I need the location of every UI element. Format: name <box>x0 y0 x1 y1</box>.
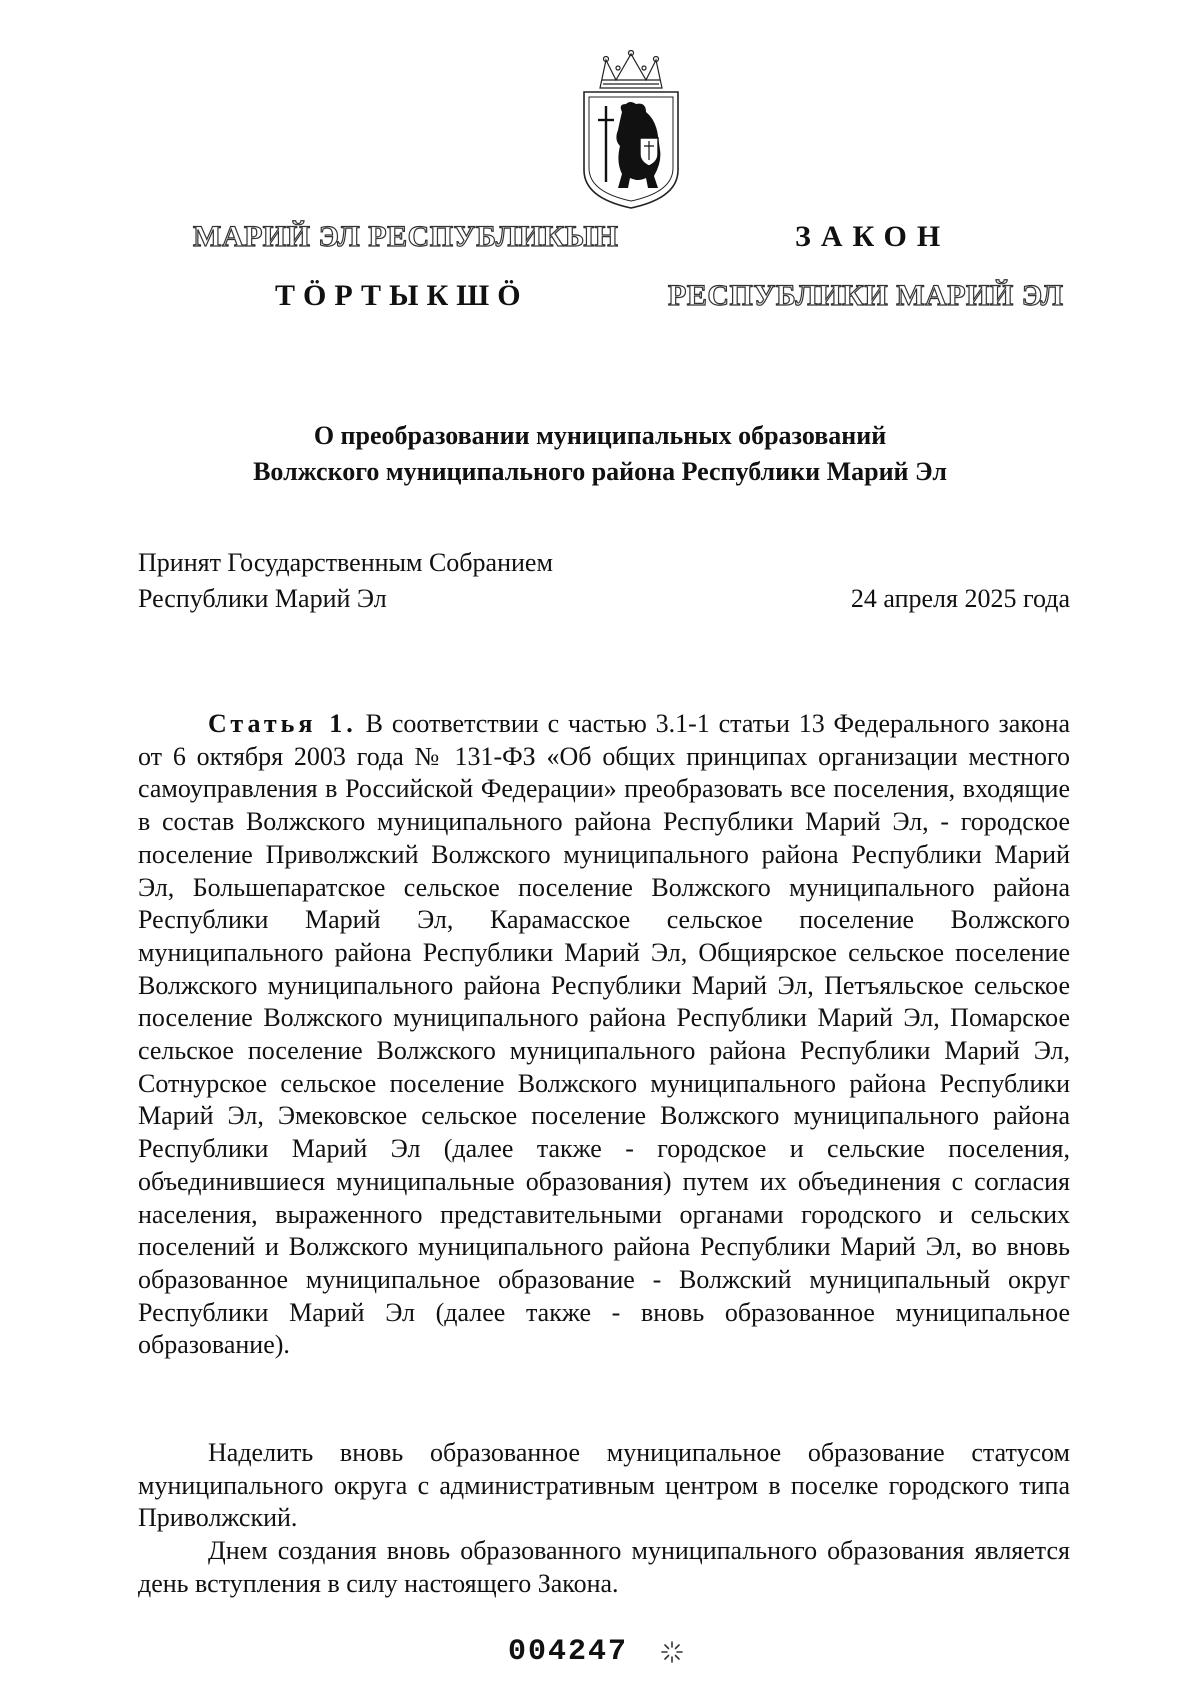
adoption-line-1: Принят Государственным Собранием <box>138 548 553 577</box>
asterisk-mark-icon <box>660 1640 684 1664</box>
header-right-line-1: ЗАКОН <box>795 220 951 253</box>
article-1-label: Статья 1. <box>208 709 357 738</box>
document-serial-number: 004247 <box>508 1635 629 1669</box>
header-right-line-2: РЕСПУБЛИКИ МАРИЙ ЭЛ <box>668 279 1064 312</box>
law-title-line-2: Волжского муниципального района Республики Марий Эл <box>253 457 947 486</box>
article-1-paragraph-1 <box>138 708 1070 1362</box>
adoption-line-2: Республики Марий Эл <box>138 584 387 613</box>
article-1-paragraph-1-text: В соответствии с частью 3.1-1 статьи 13 Федерального закона от 6 октября 2003 года № 131-ФЗ «Об общих принципах организации местного самоуправления в Российской Федерации» преобразовать все поселения, входящие в состав Волжского муниципального района Республики Марий Эл, - городское поселение Приволжский Волжского муниципального района Республики Марий Эл, Большепаратское сельское поселение Волжского муниципального района Республики Марий Эл, Карамасское сельское поселение Волжского муниципального района Республики Марий Эл, Общиярское сельское поселение Волжского муниципального района Республики Марий Эл, Петъяльское сельское поселение Волжского муниципального района Республики Марий Эл, Помарское сельское поселение Волжского муниципального района Республики Марий Эл, Сотнурское сельское поселение Волжского муниципального района Республики Марий Эл, Эмековское сельское поселение Волжского муниципального района Республики Марий Эл (далее также - городское и сельские поселения, объединившиеся муниципальные образования) путем их объединения с согласия населения, выраженного представительными органами городского и сельских поселений и Волжского муниципального района Республики Марий Эл, во вновь образованное муниципальное образование - Волжский муниципальный округ Республики Марий Эл (далее также - вновь образованное муниципальное образование). <box>138 709 1071 1360</box>
header-left-line-2: ТӦРТЫКШӦ <box>275 279 529 312</box>
article-1-paragraph-2: Наделить вновь образованное муниципальное образование статусом муниципального округа с административным центром в поселке городского типа Приволжский. <box>138 1438 1070 1533</box>
law-title-line-1: О преобразовании муниципальных образований <box>313 421 887 450</box>
adoption-date: 24 апреля 2025 года <box>850 584 1070 613</box>
mari-el-coat-of-arms-icon <box>578 50 684 210</box>
header-left-line-1: МАРИЙ ЭЛ РЕСПУБЛИКЫН <box>193 220 619 253</box>
article-1-paragraph-3: Днем создания вновь образованного муниципального образования является день вступления в силу настоящего Закона. <box>138 1536 1070 1598</box>
